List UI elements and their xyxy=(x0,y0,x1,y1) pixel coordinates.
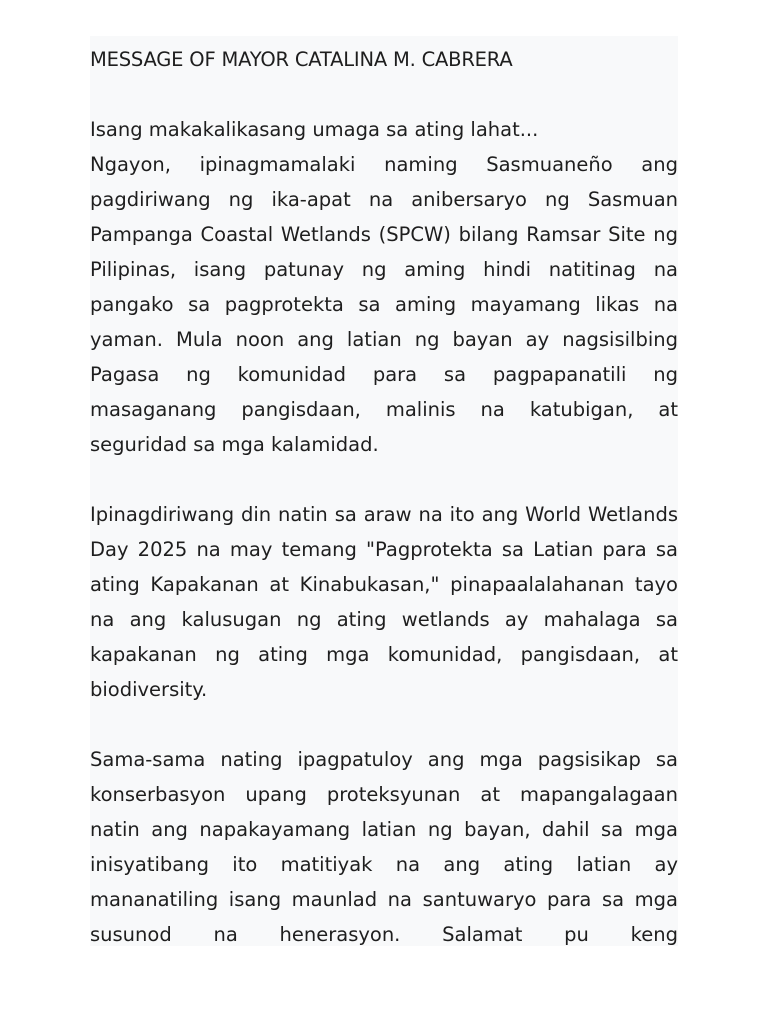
greeting-line: Isang makakalikasang umaga sa ating lahat... xyxy=(90,118,539,141)
blank-line xyxy=(90,77,678,112)
blank-line xyxy=(90,462,678,497)
document-page xyxy=(90,36,678,946)
paragraph-3: Sama-sama nating ipagpatuloy ang mga pagsisikap sa konserbasyon upang proteksyunan at mapangalagaan natin ang napakayamang latian ng bayan, dahil sa mga inisyatibang ito matitiyak na ang ating latian ay mananatiling isang maunlad na santuwaryo para sa mga susunod na henerasyon. Salamat pu keng xyxy=(90,748,678,946)
blank-line xyxy=(90,707,678,742)
document-title: MESSAGE OF MAYOR CATALINA M. CABRERA xyxy=(90,48,513,71)
paragraph-2: Ipinagdiriwang din natin sa araw na ito ang World Wetlands Day 2025 na may temang "Pagprotekta sa Latian para sa ating Kapakanan at Kinabukasan," pinapaalalahanan tayo na ang kalusugan ng ating wetlands ay mahalaga sa kapakanan ng ating mga komunidad, pangisdaan, at biodiversity. xyxy=(90,503,678,701)
paragraph-1: Ngayon, ipinagmamalaki naming Sasmuaneño ang pagdiriwang ng ika-apat na anibersaryo ng Sasmuan Pampanga Coastal Wetlands (SPCW) bilang Ramsar Site ng Pilipinas, isang patunay ng aming hindi natitinag na pangako sa pagprotekta sa aming mayamang likas na yaman. Mula noon ang latian ng bayan ay nagsisilbing Pagasa ng komunidad para sa pagpapanatili ng masaganang pangisdaan, malinis na katubigan, at seguridad sa mga kalamidad. xyxy=(90,153,678,456)
